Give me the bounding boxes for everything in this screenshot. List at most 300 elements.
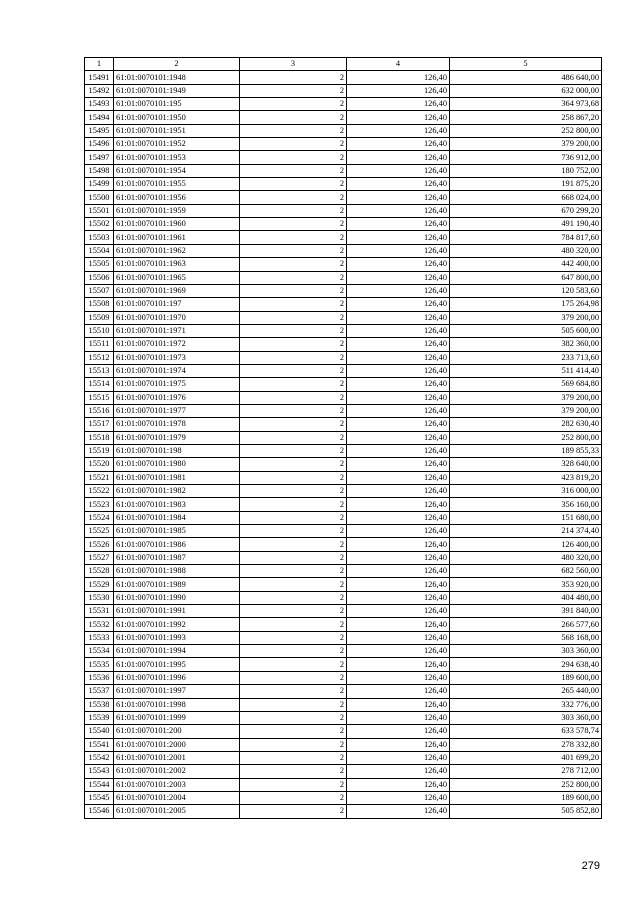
table-row (85, 71, 602, 84)
group-cell: 2 (240, 311, 347, 324)
cadastral-number-cell: 61:01:0070101:1996 (114, 671, 240, 684)
cadastral-number-cell: 61:01:0070101:1999 (114, 711, 240, 724)
row-number-cell: 15505 (85, 258, 114, 271)
table-row (85, 498, 602, 511)
row-number-cell: 15530 (85, 591, 114, 604)
row-number-cell: 15511 (85, 338, 114, 351)
row-number-cell: 15512 (85, 351, 114, 364)
rate-cell: 126,40 (347, 738, 450, 751)
row-number-cell: 15498 (85, 164, 114, 177)
group-cell: 2 (240, 138, 347, 151)
row-number-cell: 15513 (85, 364, 114, 377)
table-row (85, 711, 602, 724)
rate-cell: 126,40 (347, 178, 450, 191)
rate-cell: 126,40 (347, 378, 450, 391)
cadastral-number-cell: 61:01:0070101:1954 (114, 164, 240, 177)
value-cell: 303 360,00 (450, 645, 602, 658)
group-cell: 2 (240, 178, 347, 191)
table-row (85, 378, 602, 391)
group-cell: 2 (240, 538, 347, 551)
row-number-cell: 15495 (85, 124, 114, 137)
value-cell: 328 640,00 (450, 458, 602, 471)
row-number-cell: 15508 (85, 298, 114, 311)
cadastral-number-cell: 61:01:0070101:1955 (114, 178, 240, 191)
row-number-cell: 15500 (85, 191, 114, 204)
table-row (85, 324, 602, 337)
rate-cell: 126,40 (347, 311, 450, 324)
table-row (85, 191, 602, 204)
table-row (85, 164, 602, 177)
table-row (85, 658, 602, 671)
row-number-cell: 15507 (85, 284, 114, 297)
value-cell: 278 712,00 (450, 765, 602, 778)
value-cell: 491 190,40 (450, 218, 602, 231)
cadastral-number-cell: 61:01:0070101:1949 (114, 84, 240, 97)
row-number-cell: 15491 (85, 71, 114, 84)
cadastral-number-cell: 61:01:0070101:1985 (114, 525, 240, 538)
table-row (85, 338, 602, 351)
row-number-cell: 15526 (85, 538, 114, 551)
cadastral-number-cell: 61:01:0070101:200 (114, 725, 240, 738)
row-number-cell: 15522 (85, 485, 114, 498)
data-table (84, 57, 602, 819)
table-row (85, 511, 602, 524)
row-number-cell: 15509 (85, 311, 114, 324)
table-row (85, 298, 602, 311)
cadastral-number-cell: 61:01:0070101:1987 (114, 551, 240, 564)
cadastral-number-cell: 61:01:0070101:1988 (114, 565, 240, 578)
cadastral-number-cell: 61:01:0070101:1982 (114, 485, 240, 498)
row-number-cell: 15529 (85, 578, 114, 591)
row-number-cell: 15523 (85, 498, 114, 511)
value-cell: 480 320,00 (450, 551, 602, 564)
cadastral-number-cell: 61:01:0070101:1965 (114, 271, 240, 284)
table-body (85, 71, 602, 818)
rate-cell: 126,40 (347, 605, 450, 618)
row-number-cell: 15510 (85, 324, 114, 337)
group-cell: 2 (240, 765, 347, 778)
group-cell: 2 (240, 204, 347, 217)
value-cell: 568 168,00 (450, 631, 602, 644)
rate-cell: 126,40 (347, 791, 450, 804)
column-header: 1 (85, 58, 114, 71)
row-number-cell: 15492 (85, 84, 114, 97)
rate-cell: 126,40 (347, 765, 450, 778)
rate-cell: 126,40 (347, 404, 450, 417)
rate-cell: 126,40 (347, 525, 450, 538)
column-header: 4 (347, 58, 450, 71)
rate-cell: 126,40 (347, 138, 450, 151)
table-row (85, 431, 602, 444)
group-cell: 2 (240, 111, 347, 124)
rate-cell: 126,40 (347, 645, 450, 658)
table-row (85, 418, 602, 431)
value-cell: 379 200,00 (450, 311, 602, 324)
group-cell: 2 (240, 431, 347, 444)
row-number-cell: 15493 (85, 98, 114, 111)
rate-cell: 126,40 (347, 418, 450, 431)
rate-cell: 126,40 (347, 98, 450, 111)
value-cell: 282 630,40 (450, 418, 602, 431)
column-header: 3 (240, 58, 347, 71)
table-row (85, 391, 602, 404)
rate-cell: 126,40 (347, 124, 450, 137)
row-number-cell: 15536 (85, 671, 114, 684)
cadastral-number-cell: 61:01:0070101:2005 (114, 805, 240, 818)
group-cell: 2 (240, 738, 347, 751)
value-cell: 233 713,60 (450, 351, 602, 364)
cadastral-number-cell: 61:01:0070101:1984 (114, 511, 240, 524)
cadastral-number-cell: 61:01:0070101:1953 (114, 151, 240, 164)
value-cell: 265 440,00 (450, 685, 602, 698)
cadastral-number-cell: 61:01:0070101:1972 (114, 338, 240, 351)
row-number-cell: 15502 (85, 218, 114, 231)
value-cell: 303 360,00 (450, 711, 602, 724)
table-row (85, 751, 602, 764)
table-row (85, 84, 602, 97)
rate-cell: 126,40 (347, 71, 450, 84)
group-cell: 2 (240, 298, 347, 311)
group-cell: 2 (240, 364, 347, 377)
group-cell: 2 (240, 284, 347, 297)
group-cell: 2 (240, 378, 347, 391)
rate-cell: 126,40 (347, 364, 450, 377)
row-number-cell: 15535 (85, 658, 114, 671)
table-row (85, 485, 602, 498)
rate-cell: 126,40 (347, 431, 450, 444)
group-cell: 2 (240, 84, 347, 97)
value-cell: 668 024,00 (450, 191, 602, 204)
rate-cell: 126,40 (347, 298, 450, 311)
table-row (85, 311, 602, 324)
value-cell: 252 800,00 (450, 431, 602, 444)
cadastral-number-cell: 61:01:0070101:1978 (114, 418, 240, 431)
value-cell: 189 855,33 (450, 444, 602, 457)
group-cell: 2 (240, 525, 347, 538)
group-cell: 2 (240, 471, 347, 484)
cadastral-number-cell: 61:01:0070101:1970 (114, 311, 240, 324)
cadastral-number-cell: 61:01:0070101:1977 (114, 404, 240, 417)
table-row (85, 204, 602, 217)
cadastral-number-cell: 61:01:0070101:1950 (114, 111, 240, 124)
rate-cell: 126,40 (347, 204, 450, 217)
value-cell: 647 800,00 (450, 271, 602, 284)
group-cell: 2 (240, 791, 347, 804)
table-row (85, 404, 602, 417)
value-cell: 332 776,00 (450, 698, 602, 711)
column-header: 2 (114, 58, 240, 71)
value-cell: 175 264,98 (450, 298, 602, 311)
column-header: 5 (450, 58, 602, 71)
row-number-cell: 15543 (85, 765, 114, 778)
rate-cell: 126,40 (347, 538, 450, 551)
row-number-cell: 15499 (85, 178, 114, 191)
group-cell: 2 (240, 71, 347, 84)
row-number-cell: 15528 (85, 565, 114, 578)
table-row (85, 778, 602, 791)
table-row (85, 578, 602, 591)
value-cell: 191 875,20 (450, 178, 602, 191)
group-cell: 2 (240, 605, 347, 618)
table-row (85, 138, 602, 151)
table-row (85, 151, 602, 164)
row-number-cell: 15516 (85, 404, 114, 417)
group-cell: 2 (240, 338, 347, 351)
cadastral-number-cell: 61:01:0070101:2003 (114, 778, 240, 791)
cadastral-number-cell: 61:01:0070101:1994 (114, 645, 240, 658)
cadastral-number-cell: 61:01:0070101:1993 (114, 631, 240, 644)
cadastral-number-cell: 61:01:0070101:1971 (114, 324, 240, 337)
table-row (85, 231, 602, 244)
value-cell: 382 360,00 (450, 338, 602, 351)
table-row (85, 284, 602, 297)
row-number-cell: 15539 (85, 711, 114, 724)
cadastral-number-cell: 61:01:0070101:1962 (114, 244, 240, 257)
group-cell: 2 (240, 511, 347, 524)
group-cell: 2 (240, 404, 347, 417)
value-cell: 189 600,00 (450, 671, 602, 684)
table-row (85, 698, 602, 711)
row-number-cell: 15546 (85, 805, 114, 818)
row-number-cell: 15527 (85, 551, 114, 564)
table-row (85, 565, 602, 578)
row-number-cell: 15524 (85, 511, 114, 524)
cadastral-number-cell: 61:01:0070101:1991 (114, 605, 240, 618)
group-cell: 2 (240, 124, 347, 137)
group-cell: 2 (240, 578, 347, 591)
rate-cell: 126,40 (347, 471, 450, 484)
table-row (85, 685, 602, 698)
page-number: 279 (581, 860, 600, 872)
row-number-cell: 15496 (85, 138, 114, 151)
value-cell: 632 000,00 (450, 84, 602, 97)
rate-cell: 126,40 (347, 191, 450, 204)
rate-cell: 126,40 (347, 284, 450, 297)
row-number-cell: 15506 (85, 271, 114, 284)
cadastral-number-cell: 61:01:0070101:1963 (114, 258, 240, 271)
value-cell: 151 680,00 (450, 511, 602, 524)
value-cell: 480 320,00 (450, 244, 602, 257)
rate-cell: 126,40 (347, 685, 450, 698)
value-cell: 379 200,00 (450, 404, 602, 417)
cadastral-number-cell: 61:01:0070101:1981 (114, 471, 240, 484)
rate-cell: 126,40 (347, 711, 450, 724)
rate-cell: 126,40 (347, 111, 450, 124)
table-row (85, 605, 602, 618)
table-row (85, 444, 602, 457)
cadastral-number-cell: 61:01:0070101:1951 (114, 124, 240, 137)
table-row (85, 525, 602, 538)
table-row (85, 765, 602, 778)
group-cell: 2 (240, 351, 347, 364)
value-cell: 670 299,20 (450, 204, 602, 217)
table-row (85, 244, 602, 257)
cadastral-number-cell: 61:01:0070101:1986 (114, 538, 240, 551)
cadastral-number-cell: 61:01:0070101:195 (114, 98, 240, 111)
value-cell: 316 000,00 (450, 485, 602, 498)
group-cell: 2 (240, 618, 347, 631)
rate-cell: 126,40 (347, 698, 450, 711)
group-cell: 2 (240, 324, 347, 337)
row-number-cell: 15515 (85, 391, 114, 404)
value-cell: 391 840,00 (450, 605, 602, 618)
group-cell: 2 (240, 551, 347, 564)
cadastral-number-cell: 61:01:0070101:2004 (114, 791, 240, 804)
row-number-cell: 15504 (85, 244, 114, 257)
rate-cell: 126,40 (347, 485, 450, 498)
value-cell: 266 577,60 (450, 618, 602, 631)
table-row (85, 725, 602, 738)
group-cell: 2 (240, 258, 347, 271)
cadastral-number-cell: 61:01:0070101:1990 (114, 591, 240, 604)
rate-cell: 126,40 (347, 151, 450, 164)
table-row (85, 271, 602, 284)
rate-cell: 126,40 (347, 231, 450, 244)
row-number-cell: 15544 (85, 778, 114, 791)
rate-cell: 126,40 (347, 511, 450, 524)
table-row (85, 458, 602, 471)
row-number-cell: 15545 (85, 791, 114, 804)
cadastral-number-cell: 61:01:0070101:1979 (114, 431, 240, 444)
row-number-cell: 15541 (85, 738, 114, 751)
rate-cell: 126,40 (347, 805, 450, 818)
group-cell: 2 (240, 231, 347, 244)
rate-cell: 126,40 (347, 751, 450, 764)
group-cell: 2 (240, 685, 347, 698)
cadastral-number-cell: 61:01:0070101:2001 (114, 751, 240, 764)
cadastral-number-cell: 61:01:0070101:1948 (114, 71, 240, 84)
row-number-cell: 15514 (85, 378, 114, 391)
row-number-cell: 15540 (85, 725, 114, 738)
row-number-cell: 15531 (85, 605, 114, 618)
row-number-cell: 15534 (85, 645, 114, 658)
group-cell: 2 (240, 645, 347, 658)
rate-cell: 126,40 (347, 591, 450, 604)
rate-cell: 126,40 (347, 444, 450, 457)
rate-cell: 126,40 (347, 258, 450, 271)
group-cell: 2 (240, 778, 347, 791)
cadastral-number-cell: 61:01:0070101:1969 (114, 284, 240, 297)
row-number-cell: 15520 (85, 458, 114, 471)
group-cell: 2 (240, 631, 347, 644)
group-cell: 2 (240, 698, 347, 711)
cadastral-number-cell: 61:01:0070101:2002 (114, 765, 240, 778)
row-number-cell: 15497 (85, 151, 114, 164)
value-cell: 294 638,40 (450, 658, 602, 671)
table-row (85, 351, 602, 364)
table-row (85, 98, 602, 111)
row-number-cell: 15503 (85, 231, 114, 244)
rate-cell: 126,40 (347, 551, 450, 564)
value-cell: 258 867,20 (450, 111, 602, 124)
rate-cell: 126,40 (347, 391, 450, 404)
group-cell: 2 (240, 711, 347, 724)
group-cell: 2 (240, 658, 347, 671)
row-number-cell: 15517 (85, 418, 114, 431)
row-number-cell: 15521 (85, 471, 114, 484)
value-cell: 214 374,40 (450, 525, 602, 538)
rate-cell: 126,40 (347, 618, 450, 631)
value-cell: 505 600,00 (450, 324, 602, 337)
group-cell: 2 (240, 805, 347, 818)
table-row (85, 178, 602, 191)
value-cell: 401 699,20 (450, 751, 602, 764)
rate-cell: 126,40 (347, 271, 450, 284)
group-cell: 2 (240, 271, 347, 284)
rate-cell: 126,40 (347, 218, 450, 231)
value-cell: 364 973,68 (450, 98, 602, 111)
cadastral-number-cell: 61:01:0070101:1956 (114, 191, 240, 204)
group-cell: 2 (240, 244, 347, 257)
rate-cell: 126,40 (347, 351, 450, 364)
row-number-cell: 15532 (85, 618, 114, 631)
group-cell: 2 (240, 164, 347, 177)
table-row (85, 364, 602, 377)
group-cell: 2 (240, 391, 347, 404)
table-row (85, 538, 602, 551)
table-row (85, 471, 602, 484)
value-cell: 633 578,74 (450, 725, 602, 738)
cadastral-number-cell: 61:01:0070101:197 (114, 298, 240, 311)
value-cell: 486 640,00 (450, 71, 602, 84)
value-cell: 356 160,00 (450, 498, 602, 511)
cadastral-number-cell: 61:01:0070101:1973 (114, 351, 240, 364)
rate-cell: 126,40 (347, 631, 450, 644)
group-cell: 2 (240, 565, 347, 578)
group-cell: 2 (240, 751, 347, 764)
cadastral-number-cell: 61:01:0070101:1976 (114, 391, 240, 404)
table-row (85, 124, 602, 137)
rate-cell: 126,40 (347, 338, 450, 351)
group-cell: 2 (240, 151, 347, 164)
group-cell: 2 (240, 485, 347, 498)
rate-cell: 126,40 (347, 725, 450, 738)
table-row (85, 618, 602, 631)
group-cell: 2 (240, 458, 347, 471)
value-cell: 784 817,60 (450, 231, 602, 244)
table-row (85, 591, 602, 604)
rate-cell: 126,40 (347, 658, 450, 671)
value-cell: 379 200,00 (450, 391, 602, 404)
group-cell: 2 (240, 98, 347, 111)
group-cell: 2 (240, 671, 347, 684)
cadastral-number-cell: 61:01:0070101:1980 (114, 458, 240, 471)
table-row (85, 218, 602, 231)
value-cell: 511 414,40 (450, 364, 602, 377)
rate-cell: 126,40 (347, 498, 450, 511)
rate-cell: 126,40 (347, 164, 450, 177)
value-cell: 736 912,00 (450, 151, 602, 164)
row-number-cell: 15533 (85, 631, 114, 644)
table-row (85, 551, 602, 564)
table-row (85, 631, 602, 644)
table-row (85, 738, 602, 751)
cadastral-number-cell: 61:01:0070101:1998 (114, 698, 240, 711)
value-cell: 126 400,00 (450, 538, 602, 551)
cadastral-number-cell: 61:01:0070101:1995 (114, 658, 240, 671)
table-row (85, 258, 602, 271)
group-cell: 2 (240, 498, 347, 511)
group-cell: 2 (240, 591, 347, 604)
table-row (85, 671, 602, 684)
value-cell: 180 752,00 (450, 164, 602, 177)
value-cell: 189 600,00 (450, 791, 602, 804)
cadastral-number-cell: 61:01:0070101:1975 (114, 378, 240, 391)
row-number-cell: 15519 (85, 444, 114, 457)
value-cell: 682 560,00 (450, 565, 602, 578)
cadastral-number-cell: 61:01:0070101:1992 (114, 618, 240, 631)
cadastral-number-cell: 61:01:0070101:1974 (114, 364, 240, 377)
